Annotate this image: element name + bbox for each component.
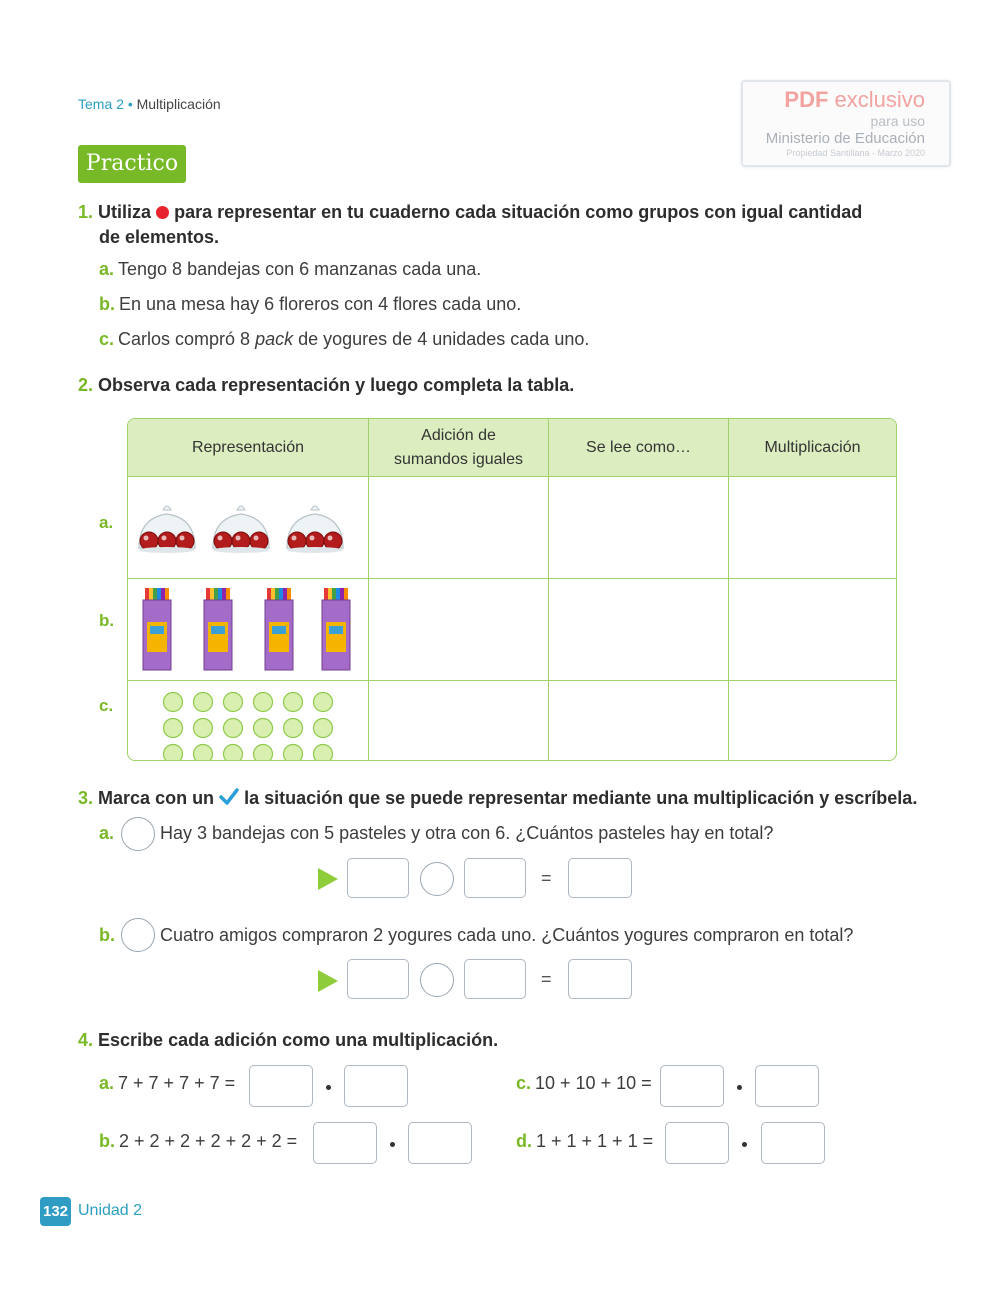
q3-number: 3. [78,788,94,808]
topic-label: Tema 2 [78,96,124,112]
q3-text-before: Marca con un [98,788,215,808]
unit-label: Unidad 2 [78,1202,143,1219]
q1-item-a [99,259,481,280]
q3-a-equals: = [541,868,552,888]
q3-b-equals: = [541,969,552,989]
q1-item-c-letter: c. [99,329,115,349]
cell-a-adicion[interactable] [369,477,549,579]
q1-item-c-italic: pack [255,329,294,349]
q2-text: Observa cada representación y luego completa la tabla. [98,375,575,395]
topic-name: Multiplicación [136,96,221,112]
q1-item-c [99,329,589,350]
q3-item-a-letter: a. [99,823,115,843]
topic-header [78,96,221,112]
q3-a-result-box[interactable] [568,858,632,898]
row-b-letter: b. [99,611,115,630]
q4-item-c-expr: 10 + 10 + 10 = [535,1073,652,1093]
row-c-letter: c. [99,696,114,715]
q3-item-b-letter: b. [99,925,115,945]
question-1 [78,200,898,225]
q4-item-c-letter: c. [516,1073,532,1093]
q3-item-a-checkbox[interactable] [121,817,155,851]
col-header-representacion: Representación [128,419,369,477]
q4-d-box1[interactable] [665,1122,729,1164]
q3-b-factor1-box[interactable] [347,959,409,999]
q4-item-b-letter: b. [99,1131,115,1151]
question-2 [78,375,574,396]
cell-b-adicion[interactable] [369,579,549,681]
green-circles-image [129,682,365,761]
q4-number: 4. [78,1030,94,1050]
stamp-ministerio: Ministerio de Educación [765,130,925,147]
cell-a-multiplicacion[interactable] [729,477,897,579]
q3-b-factor2-box[interactable] [464,959,526,999]
section-badge: Practico [78,145,186,183]
q4-item-c [516,1073,652,1094]
q1-item-b-letter: b. [99,294,115,314]
cell-a-representation [128,477,369,579]
q4-d-times-dot [742,1142,747,1147]
q4-item-d-expr: 1 + 1 + 1 + 1 = [536,1131,654,1151]
q3-b-operator-circle[interactable] [420,963,454,997]
q4-a-times-dot [326,1085,331,1090]
q4-item-b-expr: 2 + 2 + 2 + 2 + 2 + 2 = [119,1131,298,1151]
pencil-boxes-image [129,580,365,674]
q4-item-b [99,1131,297,1152]
cell-c-se-lee[interactable] [549,681,729,762]
q4-b-times-dot [390,1142,395,1147]
row-a-letter: a. [99,513,114,532]
q4-item-a-expr: 7 + 7 + 7 + 7 = [118,1073,236,1093]
representation-table [127,418,897,761]
q4-item-d [516,1131,653,1152]
q3-a-operator-circle[interactable] [420,862,454,896]
col-header-multiplicacion: Multiplicación [729,419,897,477]
q1-item-b [99,294,521,315]
q1-item-c-text-before: Carlos compró 8 [118,329,251,349]
q4-item-d-letter: d. [516,1131,532,1151]
cell-c-multiplicacion[interactable] [729,681,897,762]
checkmark-icon [219,788,239,806]
stamp-para-uso: para uso [870,113,925,129]
q4-a-box2[interactable] [344,1065,408,1107]
q1-item-a-letter: a. [99,259,115,279]
q3-a-factor1-box[interactable] [347,858,409,898]
red-dot-icon [156,206,169,219]
q4-c-box2[interactable] [755,1065,819,1107]
col-header-adicion-line2: sumandos iguales [394,450,523,468]
stamp-exclusivo: exclusivo [834,87,925,112]
q3-item-b-checkbox[interactable] [121,918,155,952]
q4-d-box2[interactable] [761,1122,825,1164]
q1-item-c-text-after: de yogures de 4 unidades cada uno. [298,329,590,349]
topic-separator: • [127,96,133,112]
apple-bags-image [129,478,365,572]
stamp-propiedad: Propiedad Santillana - Marzo 2020 [786,148,925,158]
cell-b-multiplicacion[interactable] [729,579,897,681]
exclusive-pdf-stamp [741,80,951,167]
q3-b-result-box[interactable] [568,959,632,999]
question-4 [78,1030,498,1051]
stamp-pdf: PDF [784,87,829,112]
q1-text-line2: de elementos. [99,227,220,247]
q2-number: 2. [78,375,94,395]
arrow-icon [318,868,338,890]
col-header-se-lee: Se lee como… [549,419,729,477]
question-3 [78,788,917,809]
page-number: 132 [40,1197,71,1226]
cell-a-se-lee[interactable] [549,477,729,579]
q3-item-a-text: Hay 3 bandejas con 5 pasteles y otra con 6. ¿Cuántos pasteles hay en total? [160,823,774,843]
q4-a-box1[interactable] [249,1065,313,1107]
q4-b-box1[interactable] [313,1122,377,1164]
q1-number: 1. [78,202,94,222]
q4-b-box2[interactable] [408,1122,472,1164]
arrow-icon [318,970,338,992]
q1-item-b-text: En una mesa hay 6 floreros con 4 flores cada uno. [119,294,522,314]
q4-item-a [99,1073,235,1094]
q3-item-b-text: Cuatro amigos compraron 2 yogures cada uno. ¿Cuántos yogures compraron en total? [160,925,854,945]
col-header-adicion [369,419,549,477]
cell-c-adicion[interactable] [369,681,549,762]
q3-text-after: la situación que se puede representar mediante una multiplicación y escríbela. [244,788,918,808]
cell-b-representation [128,579,369,681]
cell-c-representation [128,681,369,762]
q1-item-a-text: Tengo 8 bandejas con 6 manzanas cada una. [118,259,482,279]
q1-text-before: Utiliza [98,202,152,222]
q4-text: Escribe cada adición como una multiplicación. [98,1030,499,1050]
col-header-adicion-line1: Adición de [421,426,496,444]
q4-c-times-dot [737,1085,742,1090]
q4-c-box1[interactable] [660,1065,724,1107]
cell-b-se-lee[interactable] [549,579,729,681]
q3-a-factor2-box[interactable] [464,858,526,898]
q4-item-a-letter: a. [99,1073,115,1093]
q1-text-after: para representar en tu cuaderno cada situación como grupos con igual cantidad [174,202,863,222]
